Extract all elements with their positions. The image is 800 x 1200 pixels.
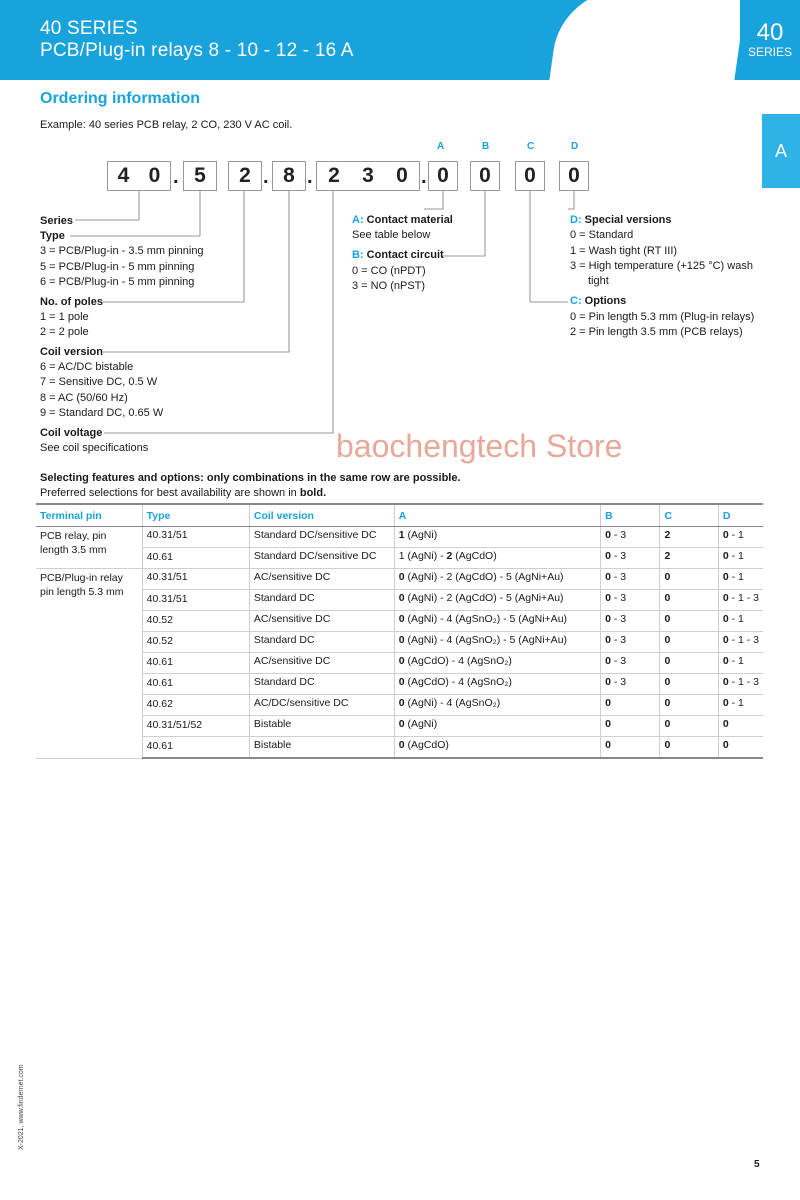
col-coil-version: Coil version <box>249 504 394 527</box>
connector-coil-voltage <box>104 191 333 433</box>
coil-version-cell: Standard DC/sensitive DC <box>249 527 394 548</box>
series-line: 40 SERIES <box>40 18 138 39</box>
code-separator: . <box>421 166 427 188</box>
contact-circuit-heading <box>352 248 444 262</box>
preferred-value: 0 <box>664 613 671 625</box>
preferred-value: 0 <box>605 655 611 667</box>
preferred-value: 0 <box>722 571 729 583</box>
table-row <box>36 590 763 611</box>
preferred-value: 0 <box>605 739 611 751</box>
preferred-value: 0 <box>664 718 671 730</box>
contact-material-heading <box>352 213 453 227</box>
preferred-value: 0 <box>664 676 671 688</box>
store-watermark: baochengtech Store <box>336 428 623 464</box>
preferred-value: 0 <box>605 718 611 730</box>
col-b: B <box>601 504 660 527</box>
connector-series <box>75 191 139 220</box>
special-version-option: 3 = High temperature (+125 °C) wash <box>570 260 753 272</box>
value-text: - 1 <box>728 655 744 667</box>
option-a-cell <box>394 737 600 759</box>
type-cell: 40.31/51 <box>142 527 249 548</box>
value-text: - 3 <box>610 613 627 625</box>
option-c-cell <box>660 527 718 548</box>
option-c-cell <box>660 548 718 569</box>
coil-version-cell: Standard DC/sensitive DC <box>249 548 394 569</box>
coil-version-cell: Standard DC <box>249 590 394 611</box>
table-row <box>36 716 763 737</box>
value-text: (AgCdO) - 4 (AgSnO₂) <box>404 676 512 688</box>
side-note <box>18 1050 32 1160</box>
connector-c <box>530 191 568 302</box>
terminal-pin-cell: PCB relay, pin length 3.5 mm <box>36 527 142 569</box>
coil-version-cell: AC/sensitive DC <box>249 611 394 632</box>
option-c-cell <box>660 716 718 737</box>
option-c-cell <box>660 674 718 695</box>
corner-number: 40 <box>756 19 784 46</box>
special-versions-heading <box>570 213 672 227</box>
options-heading <box>570 294 626 308</box>
preferred-value: 0 <box>664 655 671 667</box>
page-number: 5 <box>754 1159 760 1170</box>
preferred-value: 0 <box>722 529 729 541</box>
preferred-value: 0 <box>398 718 405 730</box>
special-version-option: 1 = Wash tight (RT III) <box>570 245 678 257</box>
preferred-value: 0 <box>722 718 729 730</box>
code-digit: 4 <box>117 164 130 187</box>
option-d-cell <box>718 590 763 611</box>
option-a-cell <box>394 695 600 716</box>
preferred-value: 0 <box>398 676 405 688</box>
option-d-cell <box>718 569 763 590</box>
value-text: - 1 - 3 <box>728 592 759 604</box>
ordering-example: Example: 40 series PCB relay, 2 CO, 230 V AC coil. <box>40 119 293 131</box>
selection-subtitle-bold: bold. <box>299 487 327 499</box>
table-row <box>36 674 763 695</box>
key-d: D: <box>570 214 582 226</box>
side-note-text: X-2021, www.findernet.com <box>18 1064 25 1150</box>
option-b-cell <box>601 548 660 569</box>
value-text: (AgNi) - 4 (AgSnO₂) <box>404 697 501 709</box>
selection-subtitle-text: Preferred selections for best availability are shown in <box>40 487 300 499</box>
preferred-value: 0 <box>398 634 405 646</box>
type-cell: 40.52 <box>142 632 249 653</box>
code-digit: 3 <box>362 164 374 187</box>
table-row <box>36 548 763 569</box>
preferred-value: 0 <box>605 529 611 541</box>
preferred-value: 0 <box>722 676 729 688</box>
preferred-value: 0 <box>398 592 405 604</box>
selection-table <box>36 503 763 759</box>
value-text: (AgNi) - 2 (AgCdO) - 5 (AgNi+Au) <box>404 592 564 604</box>
table-header-row <box>36 504 763 527</box>
code-separator: . <box>307 166 313 188</box>
code-digit: 0 <box>568 164 580 187</box>
option-a-cell <box>394 674 600 695</box>
value-text: - 1 <box>728 550 744 562</box>
preferred-value: 0 <box>722 592 729 604</box>
option-c-cell <box>660 653 718 674</box>
options-label: Options <box>584 295 627 307</box>
col-d: D <box>718 504 763 527</box>
series-subtitle: PCB/Plug-in relays 8 - 10 - 12 - 16 A <box>40 40 354 61</box>
type-cell: 40.31/51 <box>142 569 249 590</box>
coil-version-option: 9 = Standard DC, 0.65 W <box>40 407 164 419</box>
option-d-cell <box>718 674 763 695</box>
col-c: C <box>660 504 718 527</box>
contact-circuit-option: 0 = CO (nPDT) <box>352 265 426 277</box>
value-text: - 3 <box>610 655 627 667</box>
table-row <box>36 611 763 632</box>
type-cell: 40.31/51 <box>142 590 249 611</box>
option-c-cell <box>660 695 718 716</box>
contact-material-note: See table below <box>352 229 431 241</box>
option-d-cell <box>718 716 763 737</box>
value-text: (AgNi) <box>404 529 438 541</box>
option-d-cell <box>718 695 763 716</box>
option-b-cell <box>601 527 660 548</box>
code-digit: 0 <box>524 164 536 187</box>
type-option: 5 = PCB/Plug-in - 5 mm pinning <box>40 261 195 273</box>
series-label: Series <box>40 215 74 227</box>
coil-version-cell: AC/sensitive DC <box>249 653 394 674</box>
coil-version-cell: AC/sensitive DC <box>249 569 394 590</box>
connector-d <box>568 191 574 209</box>
section-tab[interactable]: A <box>762 114 800 188</box>
option-b-cell <box>601 590 660 611</box>
preferred-value: 0 <box>605 571 611 583</box>
option-c-cell <box>660 737 718 759</box>
type-cell: 40.52 <box>142 611 249 632</box>
option-b-cell <box>601 653 660 674</box>
type-option: 3 = PCB/Plug-in - 3.5 mm pinning <box>40 245 204 257</box>
preferred-value: 2 <box>664 550 671 562</box>
option-b-cell <box>601 716 660 737</box>
option-c-cell <box>660 569 718 590</box>
option-a-cell <box>394 653 600 674</box>
preferred-value: 0 <box>605 550 611 562</box>
option-a-cell <box>394 716 600 737</box>
value-text: - 3 <box>610 571 627 583</box>
selection-subtitle <box>40 487 326 499</box>
table-row <box>36 737 763 759</box>
terminal-pin-cell: PCB/Plug-in relay pin length 5.3 mm <box>36 569 142 759</box>
col-type: Type <box>142 504 249 527</box>
poles-option: 1 = 1 pole <box>40 311 89 323</box>
code-letter-b: B <box>482 141 490 152</box>
option-c-cell <box>660 611 718 632</box>
option-d-cell <box>718 611 763 632</box>
value-text: - 1 <box>728 697 744 709</box>
code-digit: 8 <box>283 164 295 187</box>
contact-circuit-option: 3 = NO (nPST) <box>352 280 426 292</box>
preferred-value: 0 <box>605 634 611 646</box>
value-text: (AgCdO) <box>404 739 449 751</box>
coil-voltage-note: See coil specifications <box>40 442 149 454</box>
value-text: - 3 <box>610 550 627 562</box>
option-a-cell <box>394 632 600 653</box>
key-a: A: <box>352 214 364 226</box>
coil-version-label: Coil version <box>40 346 103 358</box>
code-letter-c: C <box>527 141 535 152</box>
contact-circuit-label: Contact circuit <box>366 249 444 261</box>
option-d-cell <box>718 737 763 759</box>
option-a-cell <box>394 569 600 590</box>
value-text: - 1 - 3 <box>728 634 759 646</box>
value-text: 1 (AgNi) - <box>398 550 447 562</box>
preferred-value: 1 <box>398 529 405 541</box>
option-b-cell <box>601 674 660 695</box>
value-text: - 1 - 3 <box>728 676 759 688</box>
value-text: (AgNi) - 4 (AgSnO₂) - 5 (AgNi+Au) <box>404 613 568 625</box>
value-text: - 1 <box>728 529 744 541</box>
option-a-cell <box>394 611 600 632</box>
preferred-value: 0 <box>398 655 405 667</box>
coil-version-option: 6 = AC/DC bistable <box>40 361 134 373</box>
value-text: (AgCdO) <box>452 550 497 562</box>
preferred-value: 0 <box>398 613 405 625</box>
ordering-heading: Ordering information <box>40 90 200 107</box>
type-label: Type <box>40 230 65 242</box>
poles-option: 2 = 2 pole <box>40 326 89 338</box>
special-version-option-cont: tight <box>588 275 609 287</box>
type-cell: 40.31/51/52 <box>142 716 249 737</box>
preferred-value: 0 <box>722 613 729 625</box>
preferred-value: 0 <box>664 697 671 709</box>
preferred-value: 0 <box>664 739 671 751</box>
type-cell: 40.61 <box>142 548 249 569</box>
coil-version-cell: Bistable <box>249 716 394 737</box>
table-row <box>36 527 763 548</box>
connector-type <box>70 191 200 236</box>
preferred-value: 0 <box>398 739 405 751</box>
special-versions-label: Special versions <box>584 214 672 226</box>
connector-a <box>424 191 443 209</box>
code-separator: . <box>263 166 269 188</box>
type-cell: 40.62 <box>142 695 249 716</box>
value-text: - 3 <box>610 676 627 688</box>
code-digit: 2 <box>328 164 340 187</box>
preferred-value: 0 <box>722 634 729 646</box>
preferred-value: 0 <box>605 697 611 709</box>
preferred-value: 0 <box>722 739 729 751</box>
key-c: C: <box>570 295 582 307</box>
code-digit: 0 <box>479 164 491 187</box>
preferred-value: 0 <box>664 592 671 604</box>
code-digit: 5 <box>194 164 206 187</box>
coil-version-cell: AC/DC/sensitive DC <box>249 695 394 716</box>
option-d-cell <box>718 653 763 674</box>
option-b-cell <box>601 695 660 716</box>
option-a-cell <box>394 590 600 611</box>
code-digit: 0 <box>396 164 408 187</box>
code-digit: 0 <box>148 164 161 187</box>
table-row <box>36 632 763 653</box>
coil-version-cell: Standard DC <box>249 632 394 653</box>
value-text: (AgNi) - 2 (AgCdO) - 5 (AgNi+Au) <box>404 571 564 583</box>
value-text: (AgNi) - 4 (AgSnO₂) - 5 (AgNi+Au) <box>404 634 568 646</box>
code-letter-d: D <box>571 141 579 152</box>
value-text: - 3 <box>610 592 627 604</box>
contact-material-label: Contact material <box>366 214 453 226</box>
col-terminal-pin: Terminal pin <box>36 504 142 527</box>
preferred-value: 0 <box>398 571 405 583</box>
value-text: - 3 <box>610 529 627 541</box>
code-separator: . <box>173 166 179 188</box>
preferred-value: 0 <box>664 634 671 646</box>
option-d-cell <box>718 548 763 569</box>
coil-voltage-label: Coil voltage <box>40 427 103 439</box>
table-row <box>36 569 763 590</box>
special-version-option: 0 = Standard <box>570 229 634 241</box>
selection-title: Selecting features and options: only combinations in the same row are possible. <box>40 472 461 484</box>
table-row <box>36 653 763 674</box>
value-text: - 1 <box>728 571 744 583</box>
preferred-value: 0 <box>605 676 611 688</box>
col-a: A <box>394 504 600 527</box>
value-text: (AgNi) <box>404 718 438 730</box>
corner-label: SERIES <box>747 45 792 59</box>
option-b-cell <box>601 611 660 632</box>
value-text: - 3 <box>610 634 627 646</box>
option-b-cell <box>601 737 660 759</box>
type-cell: 40.61 <box>142 674 249 695</box>
preferred-value: 0 <box>722 697 729 709</box>
preferred-value: 0 <box>605 592 611 604</box>
preferred-value: 0 <box>722 550 729 562</box>
poles-label: No. of poles <box>40 296 103 308</box>
value-text: - 1 <box>728 613 744 625</box>
preferred-value: 0 <box>722 655 729 667</box>
preferred-value: 0 <box>605 613 611 625</box>
table-body <box>36 527 763 759</box>
preferred-value: 2 <box>664 529 671 541</box>
code-digit: 0 <box>437 164 449 187</box>
option-b-cell <box>601 569 660 590</box>
code-letter-a: A <box>437 141 445 152</box>
option-c-cell <box>660 590 718 611</box>
code-digit: 2 <box>239 164 251 187</box>
preferred-value: 0 <box>664 571 671 583</box>
preferred-value: 0 <box>398 697 405 709</box>
type-option: 6 = PCB/Plug-in - 5 mm pinning <box>40 276 195 288</box>
option-a-cell <box>394 527 600 548</box>
option-b-cell <box>601 632 660 653</box>
coil-version-option: 7 = Sensitive DC, 0.5 W <box>40 376 158 388</box>
key-b: B: <box>352 249 364 261</box>
coil-version-cell: Standard DC <box>249 674 394 695</box>
coil-version-option: 8 = AC (50/60 Hz) <box>40 392 128 404</box>
type-cell: 40.61 <box>142 653 249 674</box>
preferred-value: 2 <box>446 550 453 562</box>
option-item: 2 = Pin length 3.5 mm (PCB relays) <box>570 326 743 338</box>
option-a-cell <box>394 548 600 569</box>
option-item: 0 = Pin length 5.3 mm (Plug-in relays) <box>570 311 755 323</box>
option-c-cell <box>660 632 718 653</box>
option-d-cell <box>718 527 763 548</box>
type-cell: 40.61 <box>142 737 249 759</box>
coil-version-cell: Bistable <box>249 737 394 759</box>
value-text: (AgCdO) - 4 (AgSnO₂) <box>404 655 512 667</box>
option-d-cell <box>718 632 763 653</box>
table-row <box>36 695 763 716</box>
